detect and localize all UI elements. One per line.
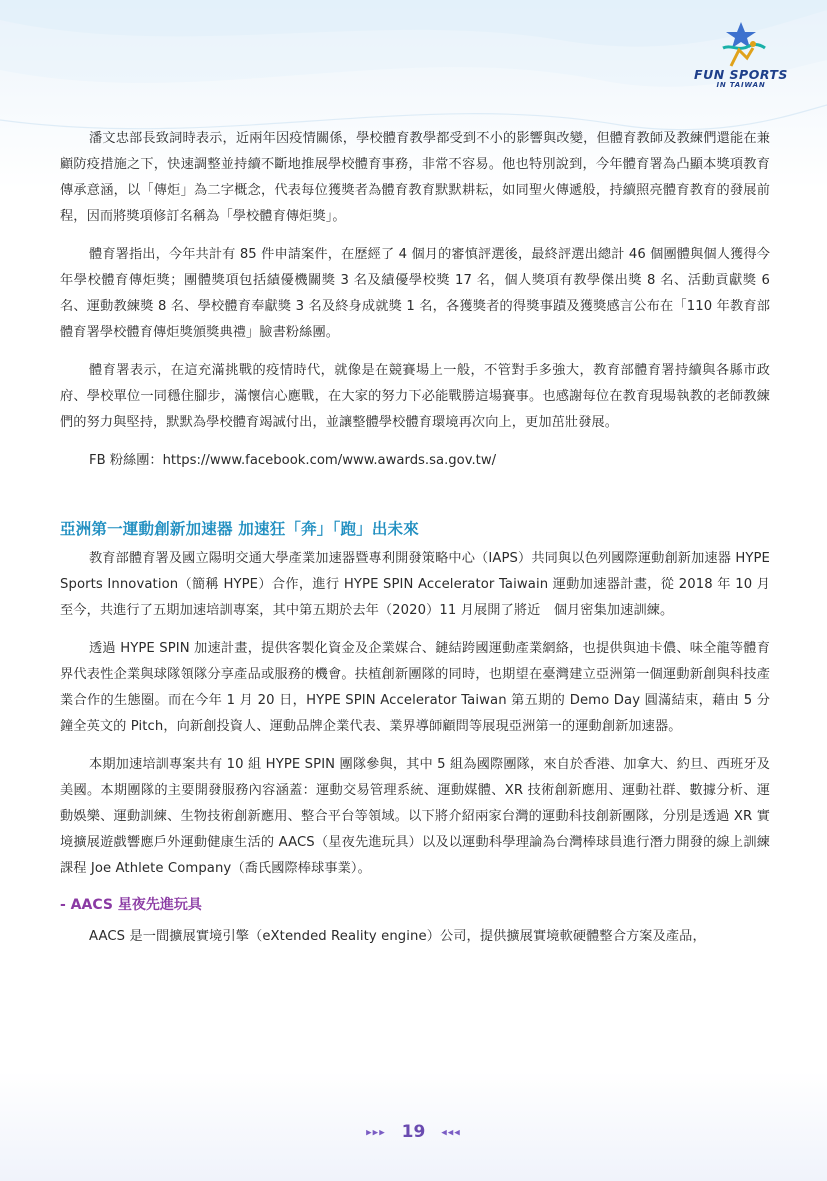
article-body [60, 126, 770, 950]
footer-left-arrows-icon: ▸▸▸ [366, 1125, 386, 1139]
paragraph-minister-speech: 潘文忠部長致詞時表示，近兩年因疫情關係，學校體育教學都受到不小的影響與改變，但體育教師及教練們還能在兼顧防疫措施之下，快速調整並持續不斷地推展學校體育事務，非常不容易。他也特別說到，今年體育署為凸顯本獎項教育傳承意涵，以「傳炬」為二字概念，代表每位獲獎者為體育教育默默耕耘，如同聖火傳遞般，持續照亮體育教育的發展前程，因而將獎項修訂名稱為「學校體育傳炬獎」。 [60, 131, 770, 224]
paragraph-teams: 本期加速培訓專案共有 10 組 HYPE SPIN 團隊參與，其中 5 組為國際團隊，來自於香港、加拿大、約旦、西班牙及美國。本期團隊的主要開發服務內容涵蓋：運動交易管理系統、運動媒體、XR 技術創新應用、運動社群、數據分析、運動娛樂、運動訓練、生物技術創新應用、整合平台等領域。以下將介紹兩家台灣的運動科技創新團隊，分別是透過 XR 實境擴展遊戲響應戶外運動健康生活的 AACS（星夜先進玩具）以及以運動科學理論為台灣棒球員進行潛力開發的線上訓練課程 Joe Athlete Company（喬氏國際棒球事業）。 [60, 757, 770, 876]
paragraph-award-stats: 體育署指出，今年共計有 85 件申請案件，在歷經了 4 個月的審慎評選後，最終評選出總計 46 個團體與個人獲得今年學校體育傳炬獎；團體獎項包括績優機關獎 3 名及績優學校獎 17 名，個人獎項有教學傑出獎 8 名、活動貢獻獎 6 名、運動教練獎 8 名、學校體育奉獻獎 3 名及終身成就獎 1 名，各獲獎者的得獎事蹟及獲獎感言公布在「110 年教育部體育署學校體育傳炬獎頒獎典禮」臉書粉絲團。 [60, 247, 770, 340]
facebook-fanpage-line: FB 粉絲團：https://www.facebook.com/www.awards.sa.gov.tw/ [89, 453, 497, 468]
logo-title: FUN SPORTS [694, 67, 788, 82]
page-footer [0, 1122, 827, 1142]
paragraph-hype-intro: 教育部體育署及國立陽明交通大學產業加速器暨專利開發策略中心（IAPS）共同與以色列國際運動創新加速器 HYPE Sports Innovation（簡稱 HYPE）合作，進行 HYPE SPIN Accelerator Taiwain 運動加速器計畫，從 2018 年 10 月至今，共進行了五期加速培訓專案，其中第五期於去年（2020）11 月展開了將近 個月密集加速訓練。 [60, 551, 770, 618]
section-title: 亞洲第一運動創新加速器 加速狂「奔」「跑」出未來 [60, 520, 419, 538]
logo-subtitle: IN TAIWAN [716, 81, 766, 89]
paragraph-aacs: AACS 是一間擴展實境引擎（eXtended Reality engine）公司，提供擴展實境軟硬體整合方案及產品， [89, 929, 706, 944]
paragraph-sports-admin-statement: 體育署表示，在這充滿挑戰的疫情時代，就像是在競賽場上一般，不管對手多強大，教育部體育署持續與各縣市政府、學校單位一同穩住腳步，滿懷信心應戰，在大家的努力下必能戰勝這場賽事。也感謝每位在教育現場執教的老師教練們的努力與堅持，默默為學校體育竭誠付出，並讓整體學校體育環境再次向上，更加茁壯發展。 [60, 363, 770, 430]
paragraph-hype-program: 透過 HYPE SPIN 加速計畫，提供客製化資金及企業媒合、鏈結跨國運動產業網絡，也提供與迪卡儂、味全龍等體育界代表性企業與球隊領隊分享產品或服務的機會。扶植創新團隊的同時，也期望在臺灣建立亞洲第一個運動新創與科技產業合作的生態圈。而在今年 1 月 20 日，HYPE SPIN Accelerator Taiwan 第五期的 Demo Day 圓滿結束，藉由 5 分鐘全英文的 Pitch，向新創投資人、運動品牌企業代表、業界導師顧問等展現亞洲第一的運動創新加速器。 [60, 641, 770, 734]
page-number: 19 [401, 1122, 426, 1142]
footer-right-arrows-icon: ◂◂◂ [441, 1125, 461, 1139]
fun-sports-logo [686, 18, 796, 100]
runner-star-icon [709, 18, 773, 68]
subheading-aacs: - AACS 星夜先進玩具 [60, 897, 202, 913]
